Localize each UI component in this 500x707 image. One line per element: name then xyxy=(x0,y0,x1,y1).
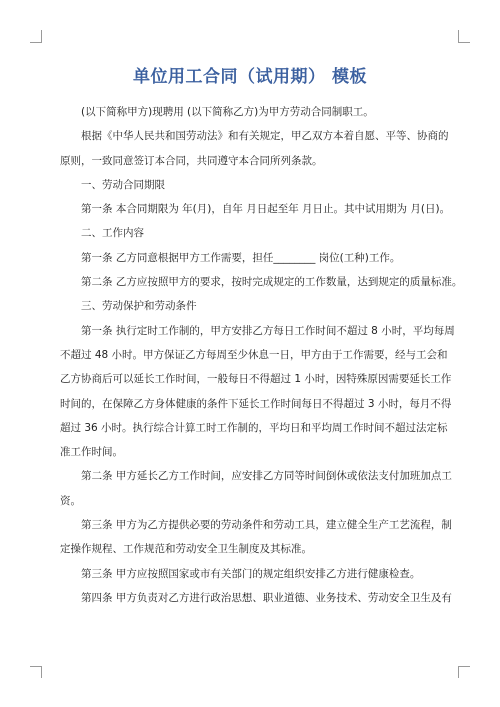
section-heading: 二、工作内容 xyxy=(81,227,144,240)
paragraph-line: 第三条 甲方应按照国家或市有关部门的规定组织安排乙方进行健康检查。 xyxy=(81,567,421,580)
paragraph-line: 第一条 乙方同意根据甲方工作需要，担任________ 岗位(工种)工作。 xyxy=(81,251,401,264)
crop-mark-top-right-v xyxy=(458,30,459,42)
document-body xyxy=(60,100,463,610)
paragraph-line: 第二条 甲方延长乙方工作时间，应安排乙方同等时间倒休或依法支付加班加点工 xyxy=(81,470,452,483)
paragraph-line: 原则，一致同意签订本合同，共同遵守本合同所列条款。 xyxy=(60,154,323,167)
paragraph-line: 第四条 甲方负责对乙方进行政治思想、职业道德、业务技术、劳动安全卫生及有 xyxy=(81,591,452,604)
paragraph-line: 第一条 执行定时工作制的，甲方安排乙方每日工作时间不超过 8 小时，平均每周 xyxy=(81,324,455,337)
paragraph-line: 根据《中华人民共和国劳动法》和有关规定，甲乙双方本着自愿、平等、协商的 xyxy=(81,130,449,143)
section-heading: 三、劳动保护和劳动条件 xyxy=(81,300,197,313)
crop-mark-top-left-h xyxy=(30,42,42,43)
paragraph-line: (以下简称甲方)现聘用 (以下简称乙方)为甲方劳动合同制职工。 xyxy=(81,106,374,118)
paragraph-line: 第二条 乙方应按照甲方的要求，按时完成规定的工作数量，达到规定的质量标准。 xyxy=(81,276,463,289)
paragraph-line: 乙方协商后可以延长工作时间，一般每日不得超过 1 小时，因特殊原因需要延长工作 xyxy=(60,373,452,386)
paragraph-line: 时间的，在保障乙方身体健康的条件下延长工作时间每日不得超过 3 小时，每月不得 xyxy=(60,397,452,410)
paragraph-line: 第一条 本合同期限为 年(月)，自年 月日起至年 月日止。其中试用期为 月(日)。 xyxy=(81,203,451,216)
crop-mark-bottom-right-h xyxy=(458,666,470,667)
crop-mark-top-left-v xyxy=(41,30,42,42)
crop-mark-bottom-right-v xyxy=(458,666,459,678)
paragraph-line: 定操作规程、工作规范和劳动安全卫生制度及其标准。 xyxy=(60,543,312,556)
document-title: 单位用工合同（试用期） 模板 xyxy=(133,67,367,87)
section-heading: 一、劳动合同期限 xyxy=(81,178,165,191)
paragraph-line: 资。 xyxy=(60,494,81,507)
crop-mark-bottom-left-v xyxy=(41,666,42,678)
paragraph-line: 准工作时间。 xyxy=(60,446,123,459)
paragraph-line: 不超过 48 小时。甲方保证乙方每周至少休息一日，甲方由于工作需要，经与工会和 xyxy=(60,348,448,361)
paragraph-line: 第三条 甲方为乙方提供必要的劳动条件和劳动工具，建立健全生产工艺流程，制 xyxy=(81,519,452,532)
crop-mark-top-right-h xyxy=(458,42,470,43)
paragraph-line: 超过 36 小时。执行综合计算工时工作制的，平均日和平均周工作时间不超过法定标 xyxy=(60,421,448,434)
